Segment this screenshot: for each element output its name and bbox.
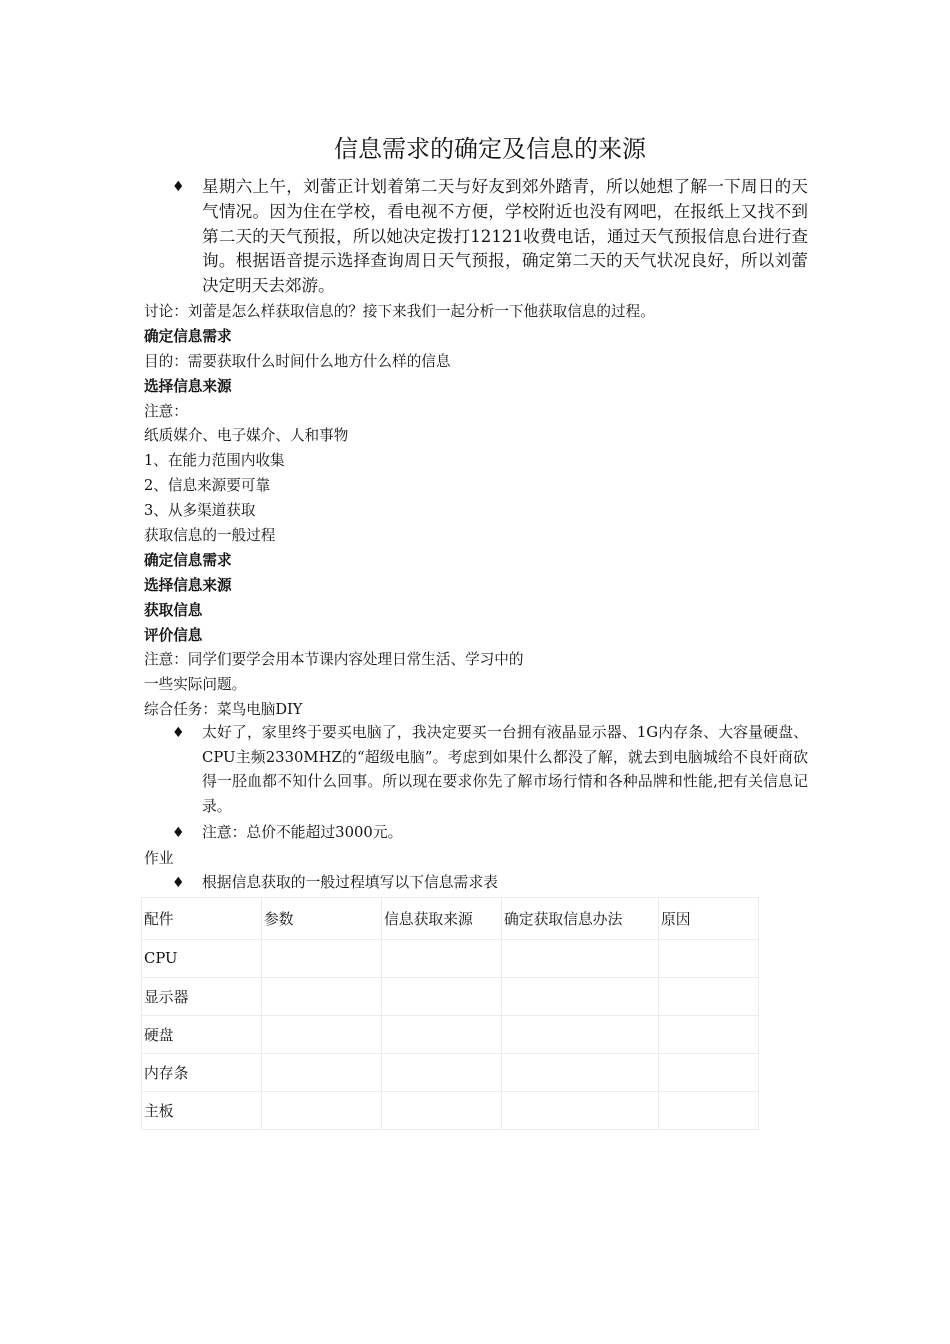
task-section — [172, 721, 812, 846]
body-line: 3、从多渠道获取 — [144, 502, 256, 520]
homework-label: 作业 — [144, 850, 174, 867]
section-heading: 确定信息需求 — [144, 551, 232, 569]
diamond-bullet-icon: ♦ — [172, 179, 185, 195]
task-note: 注意：总价不能超过3000元。 — [202, 824, 403, 842]
table-cell[interactable] — [502, 1016, 659, 1054]
body-line: 综合任务：菜鸟电脑DIY — [144, 701, 303, 719]
body-line: 2、信息来源要可靠 — [144, 477, 271, 495]
task-note-item — [172, 819, 812, 846]
table-cell[interactable] — [502, 940, 659, 978]
body-line: 纸质媒介、电子媒介、人和事物 — [144, 427, 349, 445]
table-header-cell: 信息获取来源 — [382, 898, 502, 940]
table-row — [142, 1092, 759, 1130]
body-line: 一些实际问题。 — [144, 676, 247, 694]
diamond-bullet-icon: ♦ — [172, 825, 185, 842]
table-cell[interactable] — [262, 978, 382, 1016]
body-line: 1、在能力范围内收集 — [144, 452, 285, 470]
table-header-cell: 配件 — [142, 898, 262, 940]
table-header-cell: 原因 — [659, 898, 759, 940]
homework-text: 根据信息获取的一般过程填写以下信息需求表 — [202, 874, 498, 891]
table-cell[interactable] — [659, 1016, 759, 1054]
table-cell[interactable] — [382, 1092, 502, 1130]
body-line: 讨论：刘蕾是怎么样获取信息的？接下来我们一起分析一下他获取信息的过程。 — [144, 303, 655, 320]
table-row-label: 硬盘 — [142, 1016, 262, 1054]
table-row — [142, 940, 759, 978]
section-heading: 选择信息来源 — [144, 377, 232, 395]
table-row — [142, 1016, 759, 1054]
diamond-bullet-icon: ♦ — [172, 875, 185, 891]
table-cell[interactable] — [502, 1092, 659, 1130]
table-cell[interactable] — [659, 1054, 759, 1092]
body-line: 注意：同学们要学会用本节课内容处理日常生活、学习中的 — [144, 651, 524, 669]
table-cell[interactable] — [502, 978, 659, 1016]
table-row-label: 内存条 — [142, 1054, 262, 1092]
table-header-cell: 参数 — [262, 898, 382, 940]
info-demand-table — [141, 897, 759, 1130]
table-row — [142, 1054, 759, 1092]
table-row — [142, 978, 759, 1016]
table-cell[interactable] — [382, 1016, 502, 1054]
table-cell[interactable] — [382, 1054, 502, 1092]
table-cell[interactable] — [659, 940, 759, 978]
table-row-label: 显示器 — [142, 978, 262, 1016]
body-lines — [144, 300, 844, 723]
diamond-bullet-icon: ♦ — [172, 725, 185, 741]
table-cell[interactable] — [659, 978, 759, 1016]
task-paragraph: 太好了，家里终于要买电脑了，我决定要买一台拥有液晶显示器、1G内存条、大容量硬盘、CPU主频2330MHZ的“超级电脑”。考虑到如果什么都没了解，就去到电脑城给不良奸商砍得一胫血都不知什么回事。所以现在要求你先了解市场行情和各种品牌和性能,把有关信息记录。 — [202, 724, 808, 815]
table-header-row — [142, 898, 759, 940]
body-line: 注意： — [144, 402, 188, 420]
table-row-label: 主板 — [142, 1092, 262, 1130]
intro-section — [172, 175, 812, 299]
page-title: 信息需求的确定及信息的来源 — [334, 135, 646, 163]
body-line: 目的：需要获取什么时间什么地方什么样的信息 — [144, 352, 451, 370]
task-bullet-item — [172, 721, 812, 819]
table-cell[interactable] — [262, 1016, 382, 1054]
homework-bullet-item — [172, 871, 812, 895]
section-heading: 获取信息 — [144, 601, 203, 619]
body-line: 获取信息的一般过程 — [144, 527, 276, 545]
table-cell[interactable] — [659, 1092, 759, 1130]
section-heading: 评价信息 — [144, 626, 203, 644]
section-heading: 确定信息需求 — [144, 327, 232, 345]
table-cell[interactable] — [262, 1054, 382, 1092]
intro-paragraph: 星期六上午，刘蕾正计划着第二天与好友到郊外踏青，所以她想了解一下周日的天气情况。因为住在学校，看电视不方便，学校附近也没有网吧，在报纸上又找不到第二天的天气预报，所以她决定拨打12121收费电话，通过天气预报信息台进行查询。根据语音提示选择查询周日天气预报，确定第二天的天气状况良好，所以刘蕾决定明天去郊游。 — [202, 177, 808, 296]
table-cell[interactable] — [262, 1092, 382, 1130]
intro-bullet-item — [172, 175, 812, 299]
section-heading: 选择信息来源 — [144, 576, 232, 594]
table-header-cell: 确定获取信息办法 — [502, 898, 659, 940]
table-row-label: CPU — [142, 940, 262, 978]
table-cell[interactable] — [262, 940, 382, 978]
table-cell[interactable] — [382, 940, 502, 978]
table-cell[interactable] — [502, 1054, 659, 1092]
table-cell[interactable] — [382, 978, 502, 1016]
